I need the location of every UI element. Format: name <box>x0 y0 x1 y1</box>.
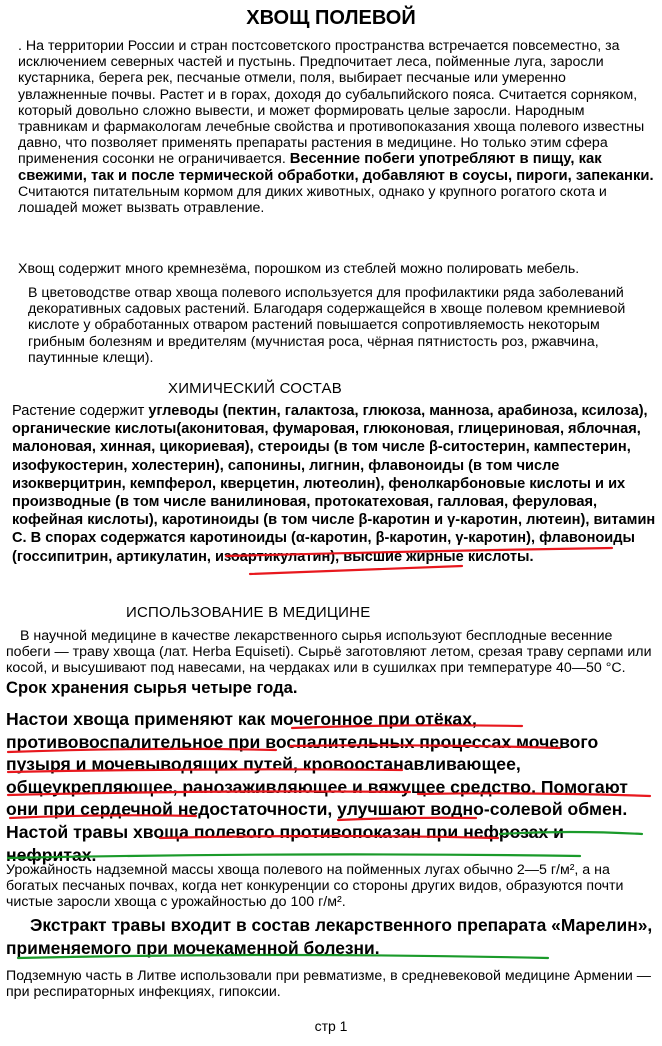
storage-text: Срок хранения сырья четыре года. <box>6 677 298 697</box>
chem-bold-text: углеводы (пектин, галактоза, глюкоза, манноза, арабиноза, ксилоза), органические кислоты(аконитовая, фумаровая, глюконовая, глицериновая, яблочная, малоновая, хинная, цикориевая), стероиды (в том числе β-ситостерин, кампестерин, изофукостерин, холестерин), сапонины, лигнин, флавоноиды (в том числе изокверцитрин, кемпферол, кверцетин, лютеолин), фенолкарбоновые кислоты и их производные (в том числе ванилиновая, протокатеховая, галловая, феруловая, кофейная кислоты), каротиноиды (в том числе β-каротин и γ-каротин, лютеин), витамин С. В спорах содержатся каротиноиды (α-каротин, β-каротин, γ-каротин), флавоноиды (госсипитрин, артикулатин, изоартикулатин), высшие жирные кислоты. <box>12 403 656 565</box>
page-number: стр 1 <box>314 1018 348 1034</box>
intro-bold-text: Весенние побеги употребляют в пищу, как свежими, так и после термической обработки, добавляют в соусы, пироги, запеканки. <box>18 151 654 184</box>
medicine-heading: ИСПОЛЬЗОВАНИЕ В МЕДИЦИНЕ <box>126 604 371 621</box>
medicine-text: В научной медицине в качестве лекарственного сырья используют бесплодные весенние побеги — траву хвоща (лат. Herba Equiseti). Сырьё заготовляют летом, срезая траву серпами или косой, и высушивают под навесами, на чердаках или в сушилках при температуре 40—50 °C. <box>6 628 652 677</box>
page-title: ХВОЩ ПОЛЕВОЙ <box>246 7 416 29</box>
yield-paragraph: Урожайность надземной массы хвоща полевого на пойменных лугах обычно 2—5 г/м², а на богатых песчаных почвах, когда нет конкуренции со стороны других видов, образуются почти чистые заросли хвоща с урожайностью до 100 г/м². <box>6 862 624 911</box>
chemical-composition-paragraph <box>12 402 656 566</box>
extract-paragraph: Экстракт травы входит в состав лекарственного препарата «Марелин», применяемого при мочекаменной болезни. <box>6 915 653 958</box>
rhizome-paragraph: Подземную часть в Литве использовали при ревматизме, в средневековой медицине Армении — при респираторных инфекциях, гипоксии. <box>6 968 651 1001</box>
chemical-composition-heading: ХИМИЧЕСКИЙ СОСТАВ <box>168 380 342 397</box>
red-underline <box>250 566 462 574</box>
medicine-paragraph <box>6 628 656 699</box>
chem-prefix: Растение содержит <box>12 403 149 419</box>
uses-paragraph: Настои хвоща применяют как мочегонное при отёках, противовоспалительное при воспалительных процессах мочевого пузыря и мочевыводящих путей, кровоостанавливающее, общеукрепляющее, ранозаживляющее и вяжущее средство. Помогают они при сердечной недостаточности, улучшают водно-солевой обмен. Настой травы хвоща полевого противопоказан при нефрозах и нефритах. <box>6 709 628 865</box>
floriculture-paragraph: В цветоводстве отвар хвоща полевого используется для профилактики ряда заболеваний декоративных садовых растений. Благодаря содержащейся в хвоще полевом кремниевой кислоте у обработанных отваром растений повышается сопротивляемость некоторым грибным болезням и вредителям (мучнистая роса, чёрная пятнистость роз, ржавчина, паутинные клещи). <box>28 285 626 366</box>
silica-paragraph: Хвощ содержит много кремнезёма, порошком из стеблей можно полировать мебель. <box>18 261 580 277</box>
intro-text-1: . На территории России и стран постсоветского пространства встречается повсеместно, за исключением северных частей и пустынь. Предпочитает леса, пойменные луга, заросли кустарника, берега рек, песчаные отмели, поля, выбирает песчаные или умеренно увлажненные почвы. Растет и в горах, доходя до субальпийского пояса. Считается сорняком, который довольно сложно вывести, и может формировать целые заросли. Народным травникам и фармакологам лечебные свойства и противопоказания хвоща полевого известны давно, что позволяет применять препараты растения в медицине. Но только этим сфера применения сосонки не ограничивается. <box>18 38 645 168</box>
intro-paragraph <box>18 38 654 216</box>
intro-text-2: Считаются питательным кормом для диких животных, однако у крупного рогатого скота и лошадей может вызвать отравление. <box>18 183 607 217</box>
